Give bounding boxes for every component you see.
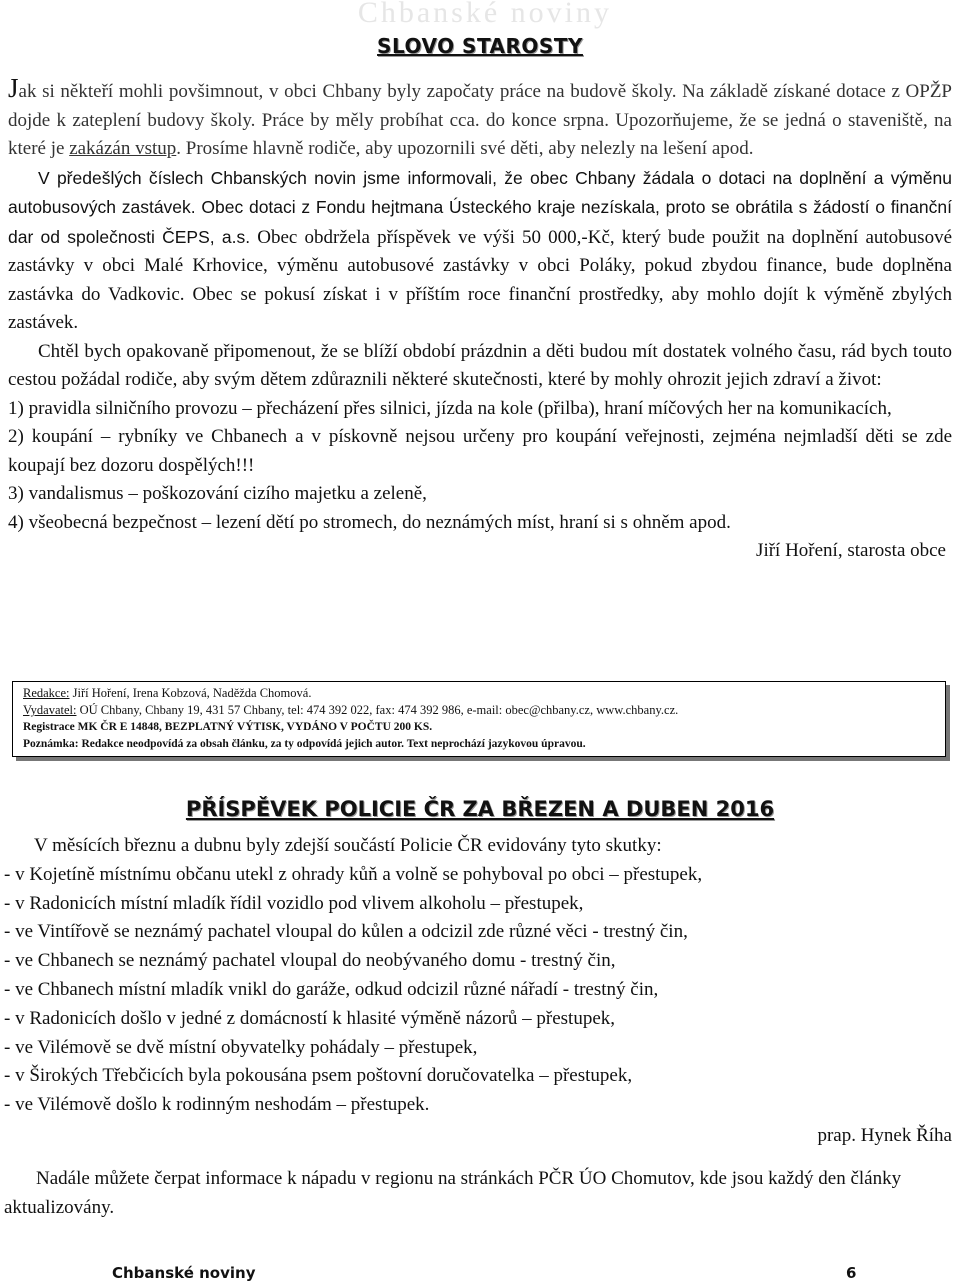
signature-mayor: Jiří Hoření, starosta obce bbox=[756, 540, 946, 561]
masthead bbox=[0, 0, 960, 30]
paragraph-holidays-warning: Chtěl bych opakovaně připomenout, že se blíží období prázdnin a děti budou mít dostatek volného času, rád bych touto cestou požádal rodiče, aby svým dětem zdůraznili některé skutečnosti, které by mohly ohrozit jejich zdraví a život: bbox=[8, 340, 952, 390]
editors-names: Jiří Hoření, Irena Kobzová, Naděžda Chomová. bbox=[69, 686, 312, 700]
article-title-slovo-starosty: SLOVO STAROSTY bbox=[377, 34, 583, 58]
incident-item: - ve Vilémově došlo k rodinným neshodám – přestupek. bbox=[4, 1094, 430, 1116]
article-slovo-starosty bbox=[8, 74, 952, 566]
editorial-info-box bbox=[12, 681, 946, 757]
article-police-report bbox=[4, 832, 954, 1222]
incident-item: - v Radonicích došlo v jedné z domácností k hlasité výměně názorů – přestupek, bbox=[4, 1007, 616, 1029]
incident-item: - ve Vilémově se dvě místní obyvatelky pohádaly – přestupek, bbox=[4, 1036, 478, 1058]
paragraph-bus-stops-serif: Obec obdržela příspěvek ve výši 50 000,-Kč, který bude použit na doplnění autobusové zastávky v obci Malé Krhovice, výměnu autobusové zastávky v obci Poláky, pokud zbydou finance, bude doplněna zastávka do Vadkovic. Obec se pokusí získat i v příštím roce finanční prostředky, aby mohlo dojít k výměně zbylých zastávek. bbox=[8, 226, 953, 333]
editors-line bbox=[23, 685, 935, 702]
footer-publication-name: Chbanské noviny bbox=[112, 1264, 256, 1282]
list-item: 4) všeobecná bezpečnost – lezení dětí po stromech, do neznámých míst, hraní si s ohněm apod. bbox=[8, 511, 731, 533]
masthead-text: Chbanské noviny bbox=[357, 0, 612, 29]
incident-item: - v Kojetíně místnímu občanu utekl z ohrady kůň a volně se pohyboval po obci – přestupek, bbox=[4, 863, 703, 885]
publisher-label: Vydavatel: bbox=[23, 703, 77, 717]
signature-police: prap. Hynek Říha bbox=[817, 1124, 952, 1146]
incident-item: - v Radonicích místní mladík řídil vozidlo pod vlivem alkoholu – přestupek, bbox=[4, 892, 584, 914]
disclaimer-line: Poznámka: Redakce neodpovídá za obsah článku, za ty odpovídá jejich autor. Text neprochází jazykovou úpravou. bbox=[23, 738, 586, 750]
paragraph-school-renovation bbox=[8, 74, 952, 164]
list-item: 2) koupání – rybníky ve Chbanech a v pískovně nejsou určeny pro koupání veřejnosti, zejména nejmladší děti se zde koupají bez dozoru dospělých!!! bbox=[8, 426, 952, 476]
list-item: 1) pravidla silničního provozu – přecházení přes silnici, jízda na kole (přilba), hraní míčových her na komunikacích, bbox=[8, 397, 892, 419]
publisher-line bbox=[23, 702, 935, 719]
underlined-text: zakázán vstup bbox=[69, 138, 177, 159]
paragraph-text: ak si někteří mohli povšimnout, v obci Chbany byly započaty práce na budově školy. Na základě získané dotace z OPŽP dojde k zateplení budovy školy. Práce by měly probíhat cca. do konce srpna. Upozorňujeme, že se jedná o staveniště, na které je bbox=[8, 81, 952, 159]
incident-item: - ve Chbanech se neznámý pachatel vloupal do neobývaného domu - trestný čin, bbox=[4, 950, 616, 972]
registration-line: Registrace MK ČR E 14848, BEZPLATNÝ VÝTISK, VYDÁNO V POČTU 200 KS. bbox=[23, 721, 433, 733]
incident-item: - ve Vintířově se neznámý pachatel vloupal do kůlen a odcizil zde různé věci - trestný čin, bbox=[4, 921, 688, 943]
drop-cap: J bbox=[8, 73, 19, 103]
list-item: 3) vandalismus – poškozování cizího majetku a zeleně, bbox=[8, 483, 427, 504]
police-intro: V měsících březnu a dubnu byly zdejší součástí Policie ČR evidovány tyto skutky: bbox=[34, 835, 662, 856]
page-number: 6 bbox=[846, 1264, 857, 1282]
publisher-details: OÚ Chbany, Chbany 19, 431 57 Chbany, tel: 474 392 022, fax: 474 392 986, e-mail: obec@chbany.cz, www.chbany.cz. bbox=[76, 703, 679, 717]
safety-list bbox=[8, 395, 952, 538]
police-closing-note: Nadále můžete čerpat informace k nápadu v regionu na stránkách PČR ÚO Chomutov, kde jsou každý den články aktualizovány. bbox=[4, 1167, 902, 1218]
editors-label: Redakce: bbox=[23, 686, 70, 700]
incident-item: - v Širokých Třebčicích byla pokousána psem poštovní doručovatelka – přestupek, bbox=[4, 1065, 633, 1087]
paragraph-bus-stops-sans: V předešlých číslech Chbanských novin jsme informovali, že obec Chbany žádala o dotaci na doplnění a výměnu autobusových zastávek. Obec dotaci z Fondu hejtmana Ústeckého kraje nezískala, proto se obrátila s žádostí o finanční dar od společnosti ČEPS, a.s. bbox=[8, 167, 952, 247]
article-title-police-report: PŘÍSPĚVEK POLICIE ČR ZA BŘEZEN A DUBEN 2016 bbox=[185, 797, 775, 821]
incident-item: - ve Chbanech místní mladík vnikl do garáže, odkud odcizil různé nářadí - trestný čin, bbox=[4, 978, 659, 1000]
paragraph-bus-stops bbox=[8, 164, 952, 338]
paragraph-text-continued: . Prosíme hlavně rodiče, aby upozornili své děti, aby nelezly na lešení apod. bbox=[176, 138, 754, 159]
